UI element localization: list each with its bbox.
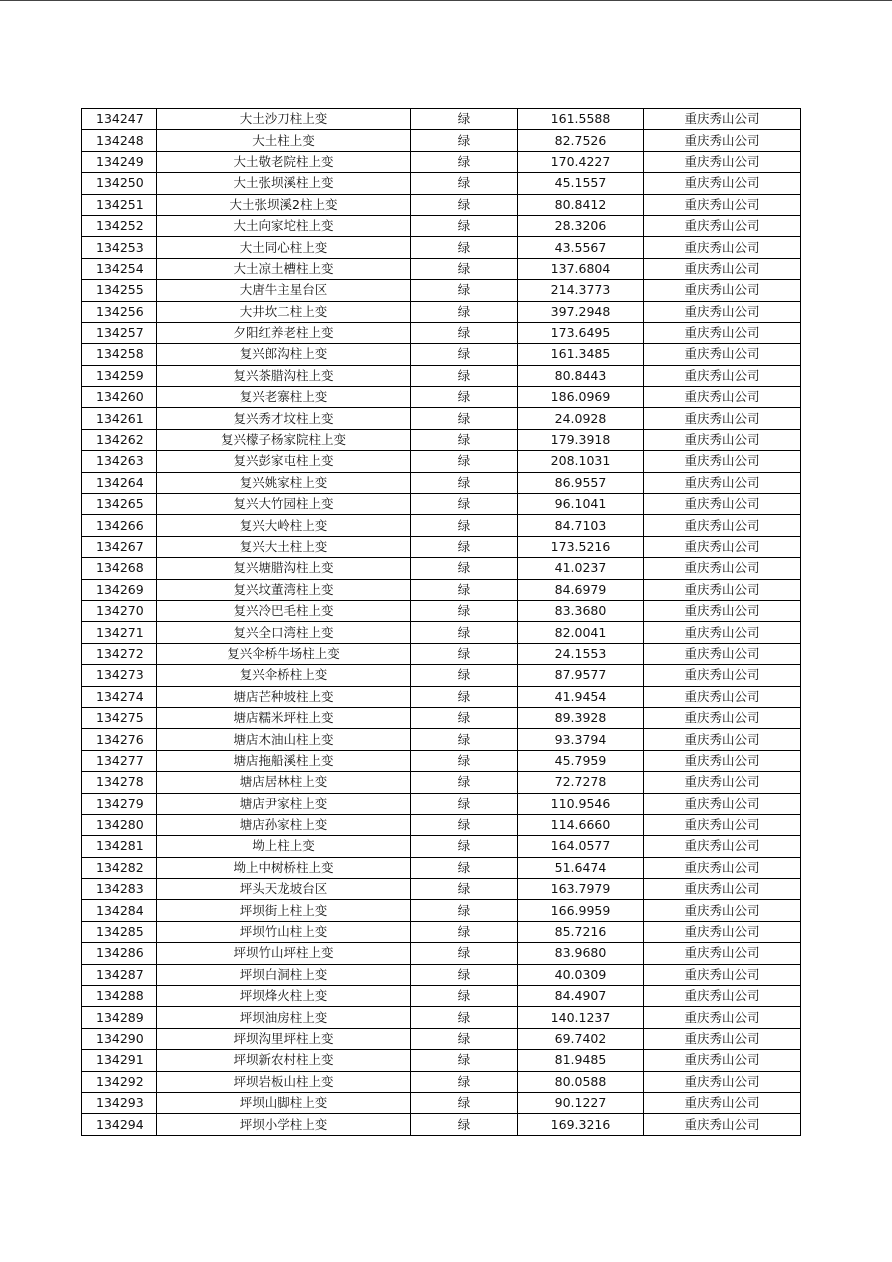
cell-name: 塘店木油山柱上变 (157, 729, 411, 750)
cell-name: 大土凉土槽柱上变 (157, 258, 411, 279)
cell-name: 坪坝油房柱上变 (157, 1007, 411, 1028)
cell-id: 134276 (82, 729, 157, 750)
cell-company: 重庆秀山公司 (644, 494, 801, 515)
cell-color: 绿 (411, 515, 518, 536)
cell-company: 重庆秀山公司 (644, 579, 801, 600)
table-row (82, 600, 801, 621)
cell-company: 重庆秀山公司 (644, 600, 801, 621)
cell-name: 复兴塘腊沟柱上变 (157, 558, 411, 579)
table-row (82, 558, 801, 579)
table-row (82, 408, 801, 429)
cell-name: 坪坝沟里坪柱上变 (157, 1028, 411, 1049)
cell-value: 173.5216 (518, 536, 644, 557)
cell-company: 重庆秀山公司 (644, 814, 801, 835)
cell-id: 134290 (82, 1028, 157, 1049)
cell-id: 134283 (82, 879, 157, 900)
cell-value: 81.9485 (518, 1050, 644, 1071)
cell-name: 塘店尹家柱上变 (157, 793, 411, 814)
cell-company: 重庆秀山公司 (644, 686, 801, 707)
cell-id: 134267 (82, 536, 157, 557)
cell-company: 重庆秀山公司 (644, 1114, 801, 1135)
cell-company: 重庆秀山公司 (644, 344, 801, 365)
cell-company: 重庆秀山公司 (644, 793, 801, 814)
cell-id: 134247 (82, 109, 157, 130)
cell-name: 坪头天龙坡台区 (157, 879, 411, 900)
cell-company: 重庆秀山公司 (644, 365, 801, 386)
table-row (82, 964, 801, 985)
cell-id: 134265 (82, 494, 157, 515)
cell-company: 重庆秀山公司 (644, 750, 801, 771)
cell-company: 重庆秀山公司 (644, 1028, 801, 1049)
cell-id: 134285 (82, 921, 157, 942)
table-row (82, 322, 801, 343)
cell-value: 90.1227 (518, 1092, 644, 1113)
cell-color: 绿 (411, 151, 518, 172)
table-row (82, 515, 801, 536)
cell-id: 134257 (82, 322, 157, 343)
cell-value: 161.3485 (518, 344, 644, 365)
cell-id: 134278 (82, 772, 157, 793)
cell-value: 186.0969 (518, 387, 644, 408)
cell-value: 72.7278 (518, 772, 644, 793)
cell-name: 大土同心柱上变 (157, 237, 411, 258)
cell-company: 重庆秀山公司 (644, 258, 801, 279)
table-row (82, 194, 801, 215)
table-row (82, 1028, 801, 1049)
cell-name: 塘店芒种坡柱上变 (157, 686, 411, 707)
cell-id: 134270 (82, 600, 157, 621)
cell-name: 复兴伞桥柱上变 (157, 665, 411, 686)
cell-company: 重庆秀山公司 (644, 194, 801, 215)
cell-value: 163.7979 (518, 879, 644, 900)
cell-color: 绿 (411, 408, 518, 429)
cell-value: 84.4907 (518, 986, 644, 1007)
cell-name: 坪坝新农村柱上变 (157, 1050, 411, 1071)
cell-value: 173.6495 (518, 322, 644, 343)
cell-value: 80.0588 (518, 1071, 644, 1092)
table-row (82, 1050, 801, 1071)
cell-company: 重庆秀山公司 (644, 472, 801, 493)
cell-id: 134254 (82, 258, 157, 279)
cell-company: 重庆秀山公司 (644, 964, 801, 985)
cell-value: 40.0309 (518, 964, 644, 985)
cell-name: 复兴姚家柱上变 (157, 472, 411, 493)
cell-company: 重庆秀山公司 (644, 173, 801, 194)
cell-name: 坪坝山脚柱上变 (157, 1092, 411, 1113)
cell-value: 83.3680 (518, 600, 644, 621)
cell-company: 重庆秀山公司 (644, 109, 801, 130)
cell-color: 绿 (411, 986, 518, 1007)
table-row (82, 536, 801, 557)
cell-id: 134272 (82, 643, 157, 664)
cell-id: 134250 (82, 173, 157, 194)
cell-color: 绿 (411, 921, 518, 942)
table-row (82, 643, 801, 664)
cell-id: 134273 (82, 665, 157, 686)
cell-color: 绿 (411, 600, 518, 621)
cell-id: 134253 (82, 237, 157, 258)
cell-name: 塘店居林柱上变 (157, 772, 411, 793)
cell-id: 134261 (82, 408, 157, 429)
cell-company: 重庆秀山公司 (644, 130, 801, 151)
cell-value: 166.9959 (518, 900, 644, 921)
cell-name: 复兴老寨柱上变 (157, 387, 411, 408)
table-row (82, 151, 801, 172)
cell-id: 134264 (82, 472, 157, 493)
cell-value: 164.0577 (518, 836, 644, 857)
table-row (82, 301, 801, 322)
cell-id: 134268 (82, 558, 157, 579)
cell-id: 134251 (82, 194, 157, 215)
cell-name: 大土敬老院柱上变 (157, 151, 411, 172)
cell-name: 塘店糯米坪柱上变 (157, 707, 411, 728)
cell-id: 134293 (82, 1092, 157, 1113)
cell-company: 重庆秀山公司 (644, 729, 801, 750)
cell-id: 134292 (82, 1071, 157, 1092)
cell-color: 绿 (411, 1028, 518, 1049)
cell-name: 复兴伞桥牛场柱上变 (157, 643, 411, 664)
table-row (82, 451, 801, 472)
cell-color: 绿 (411, 194, 518, 215)
table-row (82, 258, 801, 279)
cell-company: 重庆秀山公司 (644, 387, 801, 408)
table-row (82, 365, 801, 386)
cell-company: 重庆秀山公司 (644, 151, 801, 172)
cell-name: 塘店孙家柱上变 (157, 814, 411, 835)
table-row (82, 1092, 801, 1113)
cell-company: 重庆秀山公司 (644, 536, 801, 557)
cell-id: 134288 (82, 986, 157, 1007)
cell-name: 复兴郎沟柱上变 (157, 344, 411, 365)
cell-color: 绿 (411, 622, 518, 643)
table-row (82, 472, 801, 493)
cell-name: 复兴坟董湾柱上变 (157, 579, 411, 600)
cell-company: 重庆秀山公司 (644, 943, 801, 964)
cell-company: 重庆秀山公司 (644, 451, 801, 472)
cell-color: 绿 (411, 558, 518, 579)
cell-name: 复兴大岭柱上变 (157, 515, 411, 536)
cell-name: 复兴檬子杨家院柱上变 (157, 429, 411, 450)
cell-company: 重庆秀山公司 (644, 1092, 801, 1113)
cell-name: 坪坝小学柱上变 (157, 1114, 411, 1135)
cell-company: 重庆秀山公司 (644, 665, 801, 686)
cell-id: 134256 (82, 301, 157, 322)
table-row (82, 494, 801, 515)
cell-id: 134248 (82, 130, 157, 151)
table-body (82, 109, 801, 1136)
cell-company: 重庆秀山公司 (644, 301, 801, 322)
cell-name: 复兴茶腊沟柱上变 (157, 365, 411, 386)
cell-value: 28.3206 (518, 215, 644, 236)
cell-company: 重庆秀山公司 (644, 237, 801, 258)
cell-name: 坪坝街上柱上变 (157, 900, 411, 921)
cell-color: 绿 (411, 686, 518, 707)
cell-id: 134249 (82, 151, 157, 172)
cell-value: 41.0237 (518, 558, 644, 579)
cell-color: 绿 (411, 301, 518, 322)
cell-name: 复兴冷巴毛柱上变 (157, 600, 411, 621)
table-row (82, 344, 801, 365)
cell-id: 134281 (82, 836, 157, 857)
cell-color: 绿 (411, 451, 518, 472)
cell-value: 51.6474 (518, 857, 644, 878)
cell-value: 87.9577 (518, 665, 644, 686)
cell-company: 重庆秀山公司 (644, 1071, 801, 1092)
cell-value: 208.1031 (518, 451, 644, 472)
cell-name: 复兴大竹园柱上变 (157, 494, 411, 515)
cell-value: 45.1557 (518, 173, 644, 194)
table-row (82, 879, 801, 900)
table-row (82, 173, 801, 194)
cell-color: 绿 (411, 793, 518, 814)
cell-id: 134259 (82, 365, 157, 386)
table-row (82, 130, 801, 151)
cell-company: 重庆秀山公司 (644, 515, 801, 536)
cell-color: 绿 (411, 964, 518, 985)
cell-name: 夕阳红养老柱上变 (157, 322, 411, 343)
cell-company: 重庆秀山公司 (644, 280, 801, 301)
table-row (82, 814, 801, 835)
cell-value: 80.8412 (518, 194, 644, 215)
cell-color: 绿 (411, 1007, 518, 1028)
table-row (82, 280, 801, 301)
cell-name: 复兴全口湾柱上变 (157, 622, 411, 643)
table-row (82, 857, 801, 878)
cell-value: 89.3928 (518, 707, 644, 728)
cell-id: 134255 (82, 280, 157, 301)
cell-id: 134258 (82, 344, 157, 365)
cell-color: 绿 (411, 643, 518, 664)
cell-value: 114.6660 (518, 814, 644, 835)
cell-color: 绿 (411, 729, 518, 750)
cell-color: 绿 (411, 109, 518, 130)
cell-id: 134274 (82, 686, 157, 707)
table-row (82, 686, 801, 707)
cell-company: 重庆秀山公司 (644, 622, 801, 643)
cell-name: 坪坝竹山坪柱上变 (157, 943, 411, 964)
cell-company: 重庆秀山公司 (644, 322, 801, 343)
cell-color: 绿 (411, 1071, 518, 1092)
cell-value: 24.1553 (518, 643, 644, 664)
cell-id: 134284 (82, 900, 157, 921)
cell-company: 重庆秀山公司 (644, 558, 801, 579)
cell-company: 重庆秀山公司 (644, 643, 801, 664)
cell-value: 84.6979 (518, 579, 644, 600)
cell-value: 80.8443 (518, 365, 644, 386)
cell-id: 134289 (82, 1007, 157, 1028)
cell-color: 绿 (411, 1114, 518, 1135)
cell-company: 重庆秀山公司 (644, 215, 801, 236)
cell-company: 重庆秀山公司 (644, 921, 801, 942)
cell-color: 绿 (411, 1050, 518, 1071)
cell-value: 140.1237 (518, 1007, 644, 1028)
table-row (82, 943, 801, 964)
cell-company: 重庆秀山公司 (644, 900, 801, 921)
cell-color: 绿 (411, 772, 518, 793)
cell-id: 134279 (82, 793, 157, 814)
cell-name: 大土张坝溪2柱上变 (157, 194, 411, 215)
table-row (82, 986, 801, 1007)
cell-id: 134287 (82, 964, 157, 985)
cell-value: 110.9546 (518, 793, 644, 814)
cell-value: 96.1041 (518, 494, 644, 515)
cell-company: 重庆秀山公司 (644, 1007, 801, 1028)
cell-value: 93.3794 (518, 729, 644, 750)
cell-company: 重庆秀山公司 (644, 429, 801, 450)
table-row (82, 237, 801, 258)
cell-value: 41.9454 (518, 686, 644, 707)
cell-id: 134260 (82, 387, 157, 408)
cell-company: 重庆秀山公司 (644, 408, 801, 429)
cell-color: 绿 (411, 665, 518, 686)
cell-name: 大土张坝溪柱上变 (157, 173, 411, 194)
cell-company: 重庆秀山公司 (644, 879, 801, 900)
cell-value: 82.7526 (518, 130, 644, 151)
table-row (82, 793, 801, 814)
cell-id: 134271 (82, 622, 157, 643)
cell-value: 137.6804 (518, 258, 644, 279)
cell-company: 重庆秀山公司 (644, 772, 801, 793)
cell-color: 绿 (411, 215, 518, 236)
cell-color: 绿 (411, 173, 518, 194)
cell-id: 134266 (82, 515, 157, 536)
cell-name: 大唐牛主星台区 (157, 280, 411, 301)
cell-id: 134262 (82, 429, 157, 450)
table-row (82, 836, 801, 857)
cell-value: 45.7959 (518, 750, 644, 771)
cell-value: 170.4227 (518, 151, 644, 172)
cell-id: 134282 (82, 857, 157, 878)
table-row (82, 772, 801, 793)
cell-value: 85.7216 (518, 921, 644, 942)
cell-color: 绿 (411, 494, 518, 515)
cell-name: 坳上中树桥柱上变 (157, 857, 411, 878)
table-row (82, 579, 801, 600)
table-row (82, 387, 801, 408)
cell-value: 161.5588 (518, 109, 644, 130)
cell-value: 179.3918 (518, 429, 644, 450)
page-top-border (0, 0, 892, 1)
cell-id: 134280 (82, 814, 157, 835)
cell-color: 绿 (411, 472, 518, 493)
cell-id: 134286 (82, 943, 157, 964)
cell-color: 绿 (411, 536, 518, 557)
cell-name: 大井坎二柱上变 (157, 301, 411, 322)
table-row (82, 665, 801, 686)
table-row (82, 109, 801, 130)
cell-name: 复兴彭家屯柱上变 (157, 451, 411, 472)
cell-id: 134294 (82, 1114, 157, 1135)
cell-id: 134275 (82, 707, 157, 728)
cell-value: 69.7402 (518, 1028, 644, 1049)
cell-company: 重庆秀山公司 (644, 836, 801, 857)
cell-name: 坪坝竹山柱上变 (157, 921, 411, 942)
cell-color: 绿 (411, 322, 518, 343)
table-row (82, 900, 801, 921)
cell-color: 绿 (411, 1092, 518, 1113)
cell-name: 复兴大土柱上变 (157, 536, 411, 557)
cell-company: 重庆秀山公司 (644, 707, 801, 728)
cell-value: 24.0928 (518, 408, 644, 429)
cell-value: 84.7103 (518, 515, 644, 536)
cell-name: 大土柱上变 (157, 130, 411, 151)
table-row (82, 750, 801, 771)
cell-company: 重庆秀山公司 (644, 986, 801, 1007)
cell-color: 绿 (411, 836, 518, 857)
cell-color: 绿 (411, 879, 518, 900)
data-table (81, 108, 801, 1136)
cell-color: 绿 (411, 943, 518, 964)
cell-color: 绿 (411, 387, 518, 408)
cell-name: 坪坝白洞柱上变 (157, 964, 411, 985)
cell-color: 绿 (411, 900, 518, 921)
table-row (82, 707, 801, 728)
cell-color: 绿 (411, 707, 518, 728)
cell-value: 214.3773 (518, 280, 644, 301)
table-row (82, 215, 801, 236)
cell-color: 绿 (411, 130, 518, 151)
cell-value: 86.9557 (518, 472, 644, 493)
cell-name: 复兴秀才坟柱上变 (157, 408, 411, 429)
cell-color: 绿 (411, 579, 518, 600)
cell-value: 169.3216 (518, 1114, 644, 1135)
table-row (82, 622, 801, 643)
table-row (82, 429, 801, 450)
cell-color: 绿 (411, 857, 518, 878)
cell-id: 134277 (82, 750, 157, 771)
cell-name: 大土向家坨柱上变 (157, 215, 411, 236)
cell-value: 43.5567 (518, 237, 644, 258)
cell-company: 重庆秀山公司 (644, 857, 801, 878)
cell-id: 134263 (82, 451, 157, 472)
cell-color: 绿 (411, 365, 518, 386)
cell-value: 83.9680 (518, 943, 644, 964)
cell-color: 绿 (411, 344, 518, 365)
cell-value: 82.0041 (518, 622, 644, 643)
cell-color: 绿 (411, 429, 518, 450)
cell-color: 绿 (411, 258, 518, 279)
table-row (82, 921, 801, 942)
table-row (82, 1114, 801, 1135)
cell-id: 134252 (82, 215, 157, 236)
cell-name: 坪坝烽火柱上变 (157, 986, 411, 1007)
cell-color: 绿 (411, 280, 518, 301)
cell-id: 134269 (82, 579, 157, 600)
table-row (82, 729, 801, 750)
table-row (82, 1007, 801, 1028)
cell-value: 397.2948 (518, 301, 644, 322)
cell-name: 大土沙刀柱上变 (157, 109, 411, 130)
cell-name: 塘店拖船溪柱上变 (157, 750, 411, 771)
cell-color: 绿 (411, 814, 518, 835)
cell-name: 坳上柱上变 (157, 836, 411, 857)
cell-name: 坪坝岩板山柱上变 (157, 1071, 411, 1092)
cell-color: 绿 (411, 237, 518, 258)
cell-id: 134291 (82, 1050, 157, 1071)
cell-company: 重庆秀山公司 (644, 1050, 801, 1071)
cell-color: 绿 (411, 750, 518, 771)
table-row (82, 1071, 801, 1092)
